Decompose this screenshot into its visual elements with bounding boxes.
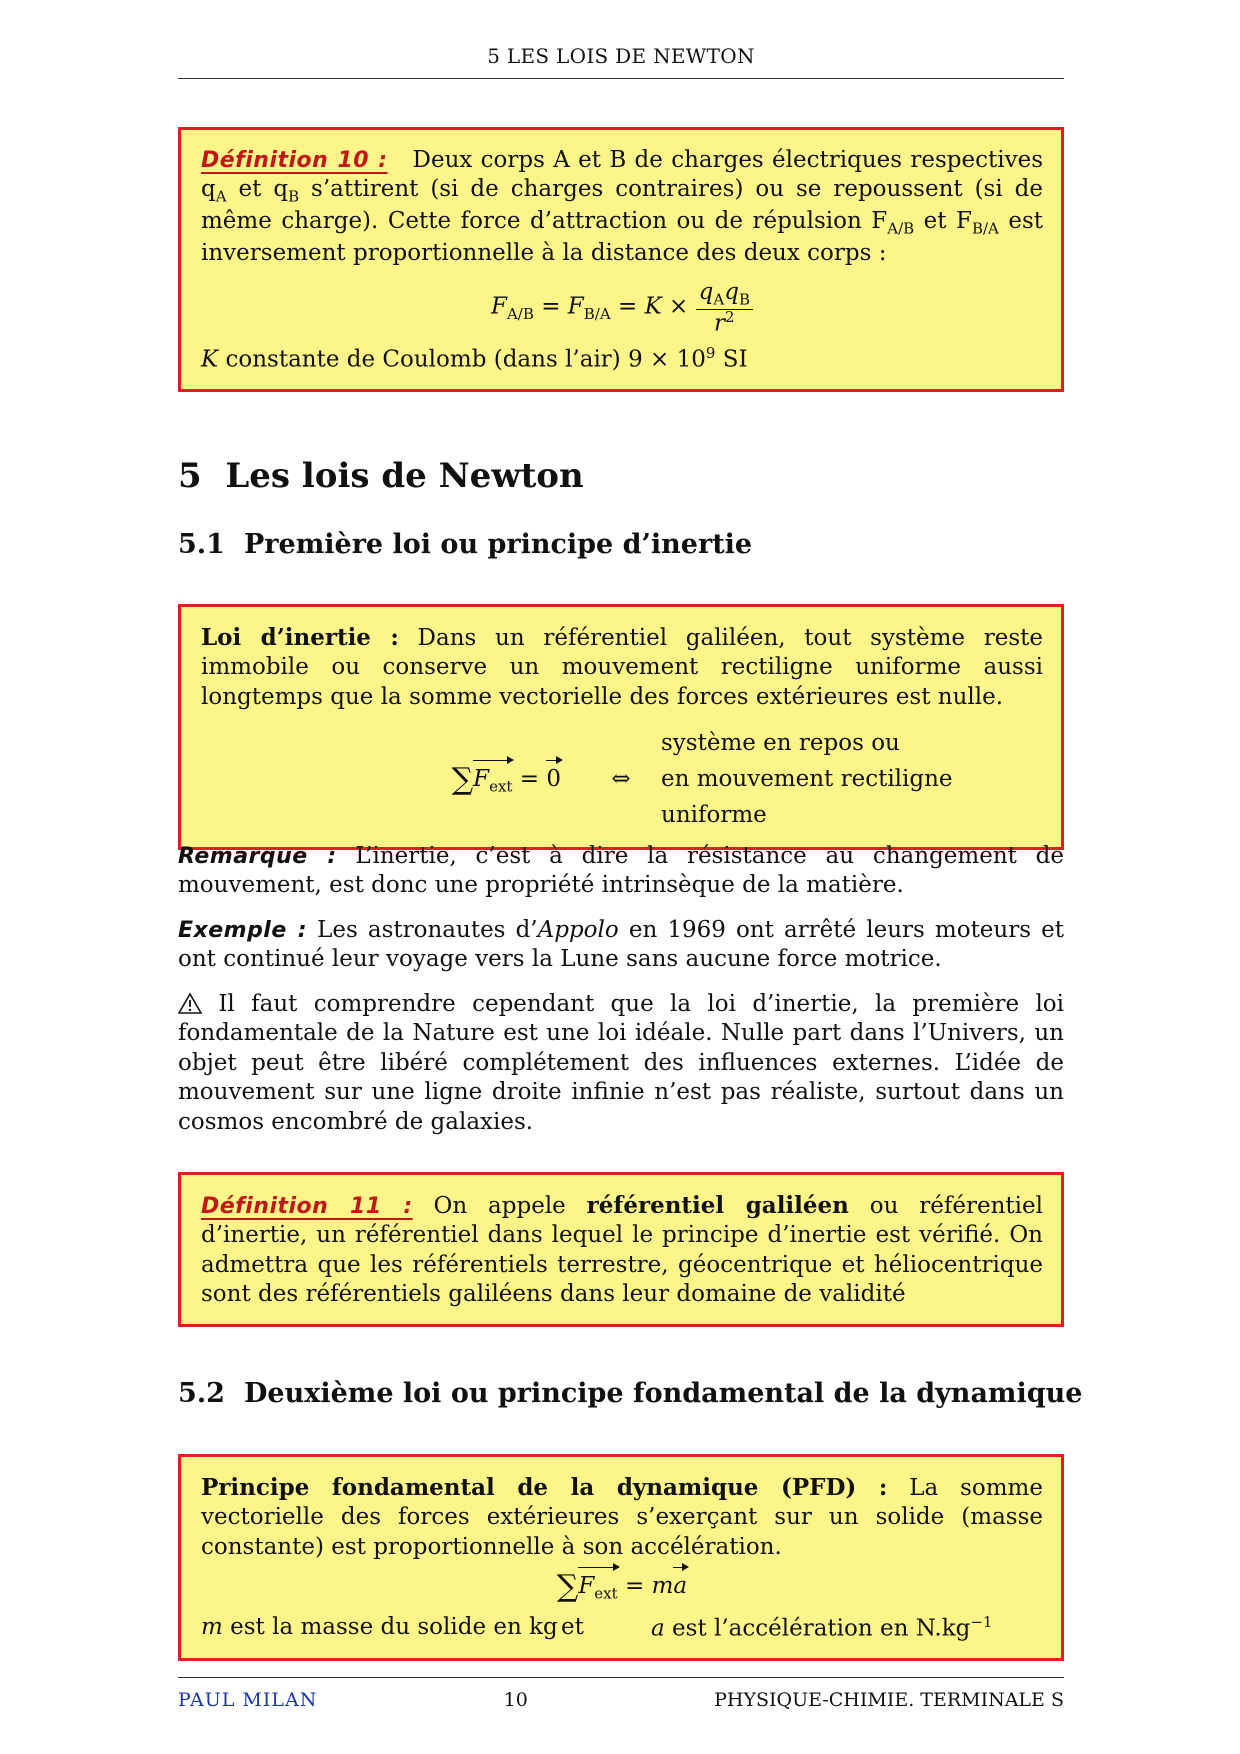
- page-footer: [178, 1677, 1064, 1712]
- section-5-1-heading: 5.1 Première loi ou principe d’inertie: [178, 529, 753, 560]
- equivalence-symbol: ⇔: [611, 766, 631, 793]
- footer-author: PAUL MILAN: [178, 1689, 318, 1711]
- definition-11-label: Définition 11 :: [201, 1194, 413, 1219]
- exemple-paragraph: Exemple : Les astronautes d’Appolo en 1969 ont arrêté leurs moteurs et ont continué leur voyage vers la Lune sans aucune force motrice.: [178, 917, 1064, 973]
- inertia-law-text: Loi d’inertie : Dans un référentiel galiléen, tout système reste immobile ou conserve un mouvement rectiligne uniforme aussi longtemps que la somme vectorielle des forces extérieures est nulle.: [201, 624, 1043, 710]
- exemple-label: Exemple :: [178, 918, 308, 943]
- coulomb-fraction: $\frac{q_Aq_B}{r^2}$: [696, 280, 753, 335]
- definition-10-label: Définition 10 :: [201, 148, 388, 173]
- remarque-paragraph: Remarque : L’inertie, c’est à dire la résistance au changement de mouvement, est donc une propriété intrinsèque de la matière.: [178, 843, 1064, 899]
- definition-10-text: Définition 10 : Deux corps A et B de charges électriques respectives $q_A$ et $q_B$ s’attirent (si de charges contraires) ou se repoussent (si de même charge). Cette force d’attraction ou de répulsion $F_{A/B}$ et $F_{B/A}$ est inversement proportionnelle à la distance des deux corps :: [201, 147, 1043, 266]
- inertia-law-formula: $\sum F_{ext} = 0$ ⇔ système en repos ou en mouvement rectiligne uniforme: [451, 730, 953, 828]
- pfd-units: m est la masse du solide en kg et a est l’accélération en $N.kg^{-1}$: [201, 1612, 993, 1642]
- warning-icon: [178, 992, 202, 1014]
- coulomb-formula: $F_{A/B} = F_{B/A} = K$ × $\frac{q_Aq_B}{r^2}$: [201, 280, 1043, 335]
- footer-course: PHYSIQUE-CHIMIE. TERMINALE S: [714, 1689, 1064, 1711]
- definition-11-box: [178, 1172, 1064, 1327]
- remarque-label: Remarque :: [178, 844, 337, 869]
- pfd-box: [178, 1454, 1064, 1661]
- running-header: 5 LES LOIS DE NEWTON: [178, 44, 1064, 79]
- coulomb-constant-note: K constante de Coulomb (dans l’air) $9 \times 10^9$ SI: [201, 343, 748, 373]
- warning-paragraph: Il faut comprendre cependant que la loi d’inertie, la première loi fondamentale de la Nature est une loi idéale. Nulle part dans l’Univers, un objet peut être libéré complétement des influences externes. L’idée de mouvement sur une ligne droite infinie n’est pas réaliste, surtout dans un cosmos encombré de galaxies.: [178, 991, 1065, 1135]
- pfd-text: Principe fondamental de la dynamique (PFD) : La somme vectorielle des forces extérieures s’exerçant sur un solide (masse constante) est proportionnelle à son accélération.: [201, 1474, 1043, 1560]
- inertia-law-box: [178, 604, 1064, 850]
- definition-10-box: [178, 127, 1064, 392]
- pfd-formula: $\sum F_{ext}$ = ma: [556, 1569, 688, 1605]
- definition-11-text: Définition 11 : On appele référentiel galiléen ou référentiel d’inertie, un référentiel dans lequel le principe d’inertie est vérifié. On admettra que les référentiels terrestre, géocentrique et héliocentrique sont des référentiels galiléens dans leur domaine de validité: [201, 1192, 1044, 1308]
- section-5-heading: 5 Les lois de Newton: [178, 456, 584, 496]
- page-number: 10: [503, 1689, 528, 1711]
- section-5-2-heading: 5.2 Deuxième loi ou principe fondamental de la dynamique: [178, 1378, 1083, 1409]
